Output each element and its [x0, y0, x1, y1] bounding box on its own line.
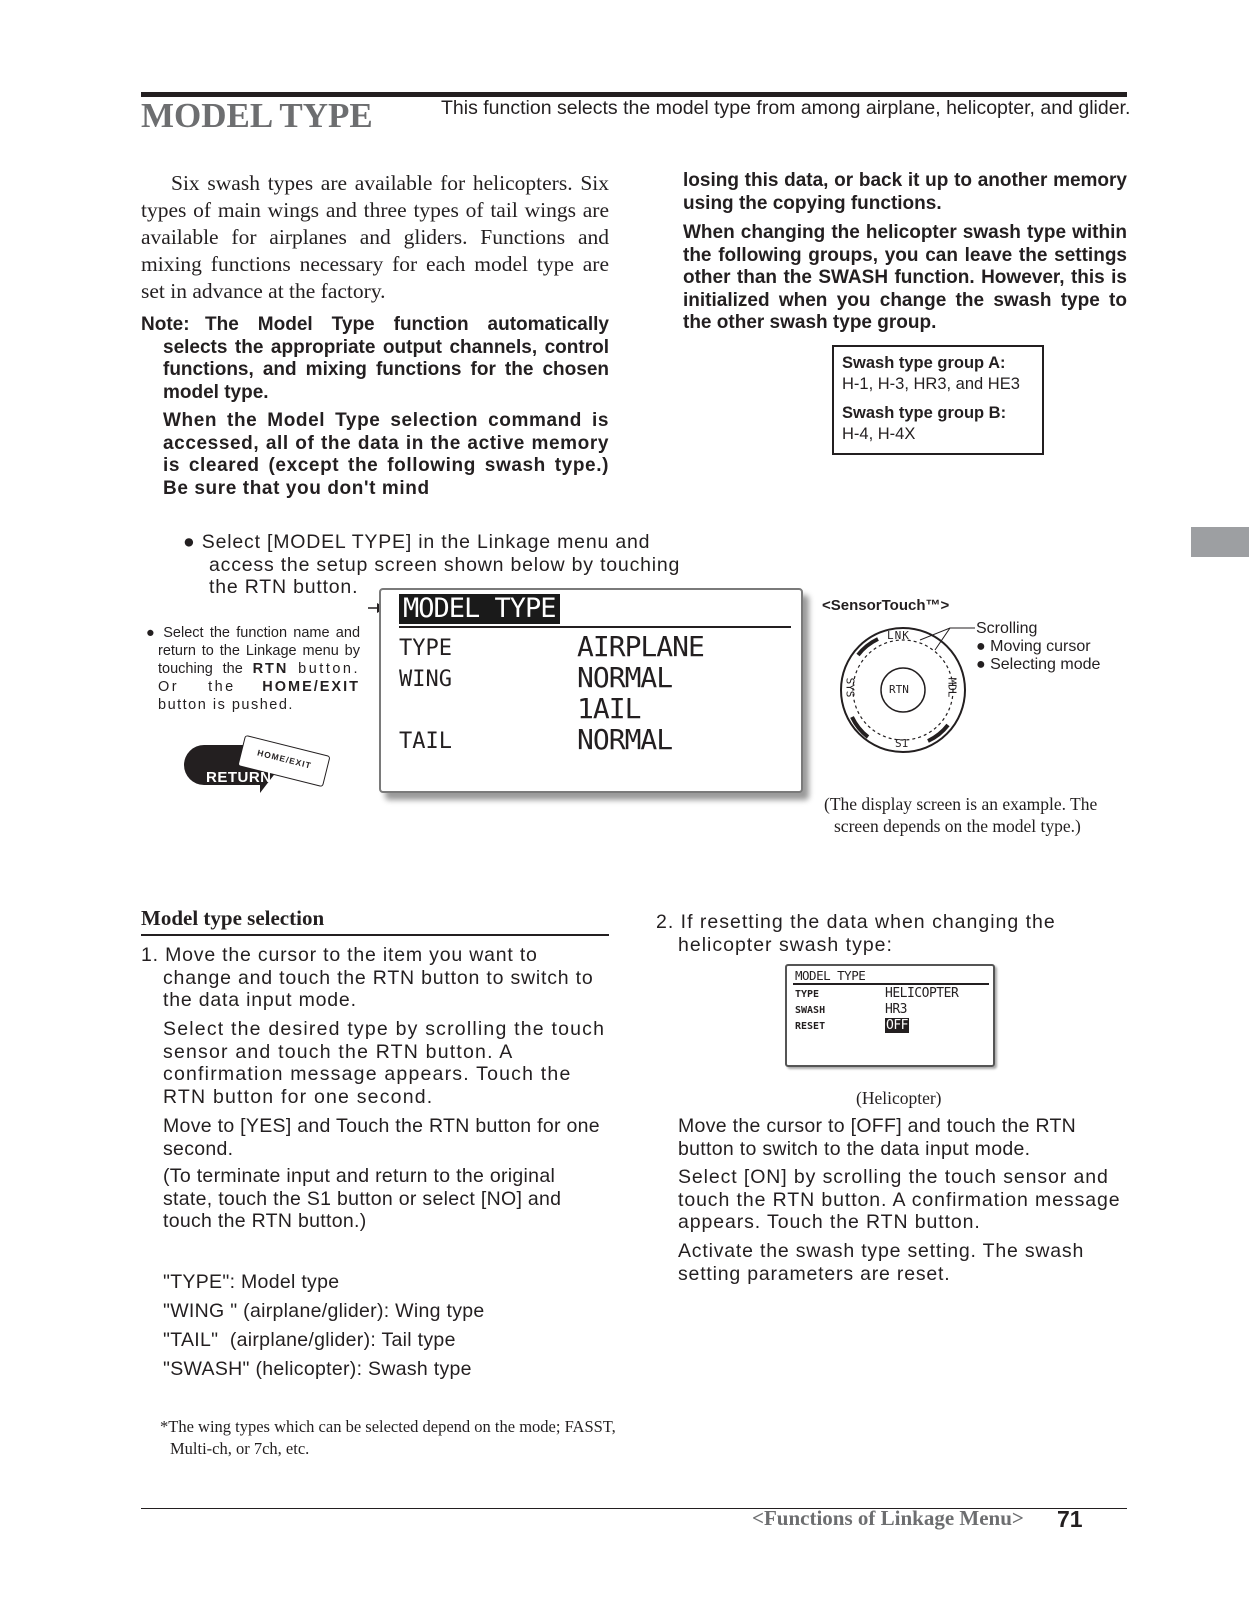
return-label: RETURN — [206, 769, 272, 786]
screen-row-label: TAIL — [399, 729, 452, 754]
model-type-screen — [379, 588, 803, 793]
return-note-rtn: RTN — [252, 661, 289, 677]
sensor-scrolling: Scrolling — [976, 620, 1038, 637]
heli-screen-title: MODEL TYPE — [795, 968, 866, 983]
heli-screen-row[interactable] — [795, 986, 990, 1002]
step-1-confirm: Move to [YES] and Touch the RTN button for one second. — [163, 1115, 600, 1160]
home-exit-key-label: HOME/EXIT — [256, 747, 313, 771]
chapter-tab — [1191, 527, 1249, 557]
screen-row-value[interactable]: NORMAL — [577, 661, 673, 694]
sensor-key-sys: SYS — [843, 677, 857, 698]
group-a-label: Swash type group A: — [842, 354, 1006, 372]
note-1-text: The Model Type function automatically selects the appropriate output channels, control functions, and mixing functions for the chosen model type. — [163, 314, 609, 403]
screen-row-label: WING — [399, 667, 452, 692]
footnote: *The wing types which can be selected depend on the mode; FASST, Multi-ch, or 7ch, etc. — [160, 1417, 616, 1458]
screen-row-value[interactable]: 1AIL — [577, 692, 641, 725]
definitions-list — [163, 1268, 609, 1384]
note-prefix: Note: — [141, 314, 190, 335]
heli-row-label: RESET — [795, 1021, 826, 1032]
heli-row-value[interactable]: HR3 — [885, 1002, 907, 1017]
sensor-key-s1: S1 — [895, 737, 909, 750]
heli-screen-rule — [793, 983, 989, 985]
page-title: MODEL TYPE — [141, 96, 373, 135]
return-note-home-exit: HOME/EXIT — [262, 679, 360, 695]
return-note-text-2: button. Or the — [158, 661, 361, 695]
screen-rows — [399, 630, 789, 754]
screen-row-label: TYPE — [399, 636, 452, 661]
sensor-leader-lines — [900, 620, 980, 670]
step-2-p1: Move the cursor to [OFF] and touch the RTN button to switch to the data input mode. — [678, 1115, 1077, 1160]
heli-row-value[interactable]: HELICOPTER — [885, 986, 959, 1001]
heli-row-label: TYPE — [795, 989, 820, 1000]
sensor-heading: <SensorTouch™> — [822, 597, 950, 614]
group-a-value: H-1, H-3, HR3, and HE3 — [842, 375, 1020, 393]
screen-caption: (The display screen is an example. The screen depends on the model type.) — [824, 794, 1098, 836]
step-1-terminate: (To terminate input and return to the original state, touch the S1 button or select [NO] and touch the RTN button.) — [163, 1165, 562, 1232]
sensor-selecting-mode: ● Selecting mode — [976, 656, 1101, 673]
step-2-p3: Activate the swash type setting. The swash setting parameters are reset. — [678, 1240, 1085, 1285]
heli-screen-rows — [795, 986, 990, 1034]
heli-row-value[interactable]: OFF — [886, 1018, 908, 1033]
note-3-text: When changing the helicopter swash type within the following groups, you can leave the settings other than the SWASH function. However, this is initialized when you change the swash type to the other swash type group. — [683, 222, 1127, 333]
heli-screen-row[interactable] — [795, 1002, 990, 1018]
definition-item: "TAIL" (airplane/glider): Tail type — [163, 1329, 456, 1351]
return-note-text-1: Select the function name and return to the Linkage menu by touching the — [158, 625, 361, 677]
screen-title-rule — [399, 626, 791, 628]
definition-item: "SWASH" (helicopter): Swash type — [163, 1358, 472, 1380]
step-1-select: Select the desired type by scrolling the touch sensor and touch the RTN button. A confirmation message appears. Touch the RTN button for one second. — [163, 1018, 606, 1108]
screen-row-value[interactable]: AIRPLANE — [577, 630, 704, 663]
helicopter-caption: (Helicopter) — [856, 1088, 942, 1108]
instruction-text: ● Select [MODEL TYPE] in the Linkage menu and access the setup screen shown below by touching the RTN button. — [183, 531, 681, 598]
step-2-heading: 2. If resetting the data when changing the helicopter swash type: — [656, 911, 1056, 956]
heli-row-label: SWASH — [795, 1005, 826, 1016]
return-note — [146, 624, 360, 714]
screen-row[interactable] — [399, 692, 789, 723]
helicopter-screen — [785, 964, 995, 1067]
sensor-key-rtn: RTN — [889, 683, 909, 696]
screen-row-value[interactable]: NORMAL — [577, 723, 673, 756]
definition-item: "TYPE": Model type — [163, 1271, 340, 1293]
definition-item: "WING " (airplane/glider): Wing type — [163, 1300, 485, 1322]
group-b-label: Swash type group B: — [842, 404, 1007, 422]
note-continued: losing this data, or back it up to another memory using the copying functions. — [683, 170, 1127, 214]
section-heading: Model type selection — [141, 906, 325, 930]
page-description: This function selects the model type from among airplane, helicopter, and glider. — [441, 97, 1131, 119]
sensor-moving-cursor: ● Moving cursor — [976, 638, 1091, 655]
screen-row[interactable] — [399, 630, 789, 661]
intro-paragraph: Six swash types are available for helicopters. Six types of main wings and three types of tail wings are available for airplanes and gliders. Functions and mixing functions necessary for each model type are set in advance at the factory. — [141, 171, 609, 303]
group-b-value: H-4, H-4X — [842, 425, 916, 443]
sensor-key-mdl: MDL — [945, 677, 959, 698]
return-button-illustration — [176, 737, 336, 805]
return-note-text-3: button is pushed. — [158, 697, 294, 713]
step-1: 1. Move the cursor to the item you want to change and touch the RTN button to switch to the data input mode. — [141, 944, 594, 1011]
page-number: 71 — [1057, 1506, 1083, 1532]
swash-group-box — [832, 345, 1044, 455]
return-note-bullet: ● — [146, 625, 157, 641]
sensor-key-lnk: LNK — [887, 629, 910, 642]
screen-title: MODEL TYPE — [399, 594, 560, 624]
screen-row[interactable] — [399, 723, 789, 754]
heli-screen-row[interactable] — [795, 1018, 990, 1034]
screen-row[interactable] — [399, 661, 789, 692]
note-2-text: When the Model Type selection command is accessed, all of the data in the active memory is cleared (except the following swash type.) Be sure that you don't mind — [163, 410, 609, 499]
step-2-p2: Select [ON] by scrolling the touch sensor and touch the RTN button. A confirmation message appears. Touch the RTN button. — [678, 1166, 1121, 1233]
footer-section: <Functions of Linkage Menu> — [752, 1506, 1024, 1530]
section-rule — [141, 934, 609, 936]
